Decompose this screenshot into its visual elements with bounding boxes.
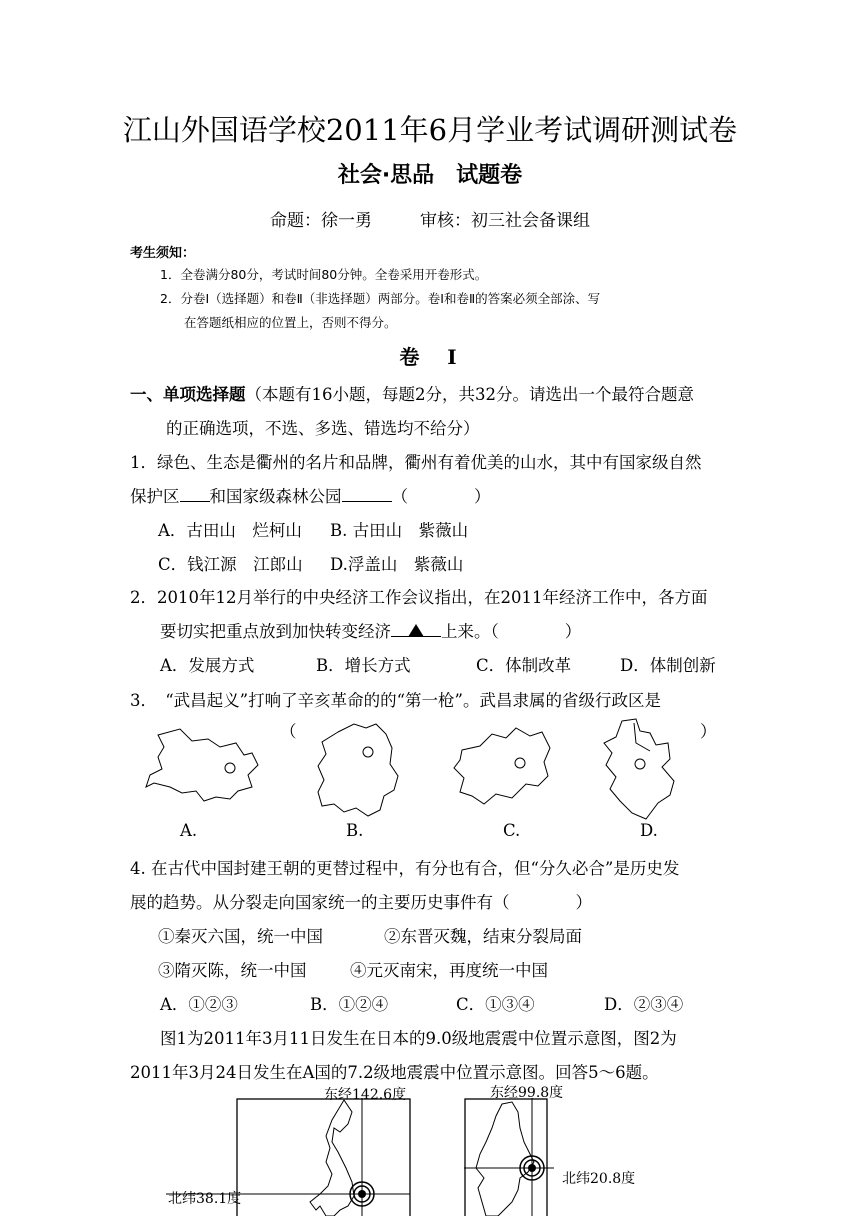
q4-option-b: B．①②④ (310, 995, 389, 1014)
q1-text: 保护区 (130, 487, 180, 506)
country-a-epicenter-map (464, 1098, 554, 1216)
q4-item-4: ④元灭南宋，再度统一中国 (350, 961, 548, 980)
answer-blank (180, 487, 210, 502)
q2-stem-line2 (160, 618, 581, 642)
q2-option-a: A．发展方式 (160, 656, 255, 675)
q4-option-c: C．①③④ (456, 995, 535, 1014)
q56-intro: 图1为2011年3月11日发生在日本的9.0级地震震中位置示意图，图2为 (160, 1029, 677, 1048)
notice-item: 1．全卷满分80分，考试时间80分钟。全卷采用开卷形式。 (160, 267, 488, 282)
notice-item: 2．分卷Ⅰ（选择题）和卷Ⅱ（非选择题）两部分。卷Ⅰ和卷Ⅱ的答案必须全部涂、写 (160, 291, 601, 306)
author: 命题：徐一勇 (270, 211, 372, 231)
exam-subtitle: 社会·思品 试题卷 (337, 163, 523, 188)
q3-label-d: D. (640, 821, 658, 840)
part-instructions: 的正确选项，不选、多选、错选均不给分） (166, 419, 480, 438)
section-label: 卷 Ⅰ (399, 345, 461, 369)
q1-stem-line2 (130, 483, 491, 507)
q3-stem: 3． “武昌起义”打响了辛亥革命的的“第一枪”。武昌隶属的省级行政区是 (130, 691, 661, 710)
q1-option-d: D.浮盖山 紫薇山 (330, 555, 464, 574)
q4-item-3: ③隋灭陈，统一中国 (158, 961, 307, 980)
q3-label-c: C. (503, 821, 521, 840)
fig1-longitude-label: 东经142.6度 (324, 1087, 407, 1103)
answer-blank (391, 622, 441, 637)
q4-option-a: A．①②③ (160, 995, 238, 1014)
part-heading-line (130, 381, 694, 405)
fig2-longitude-label: 东经99.8度 (490, 1085, 564, 1101)
province-map-c (450, 722, 560, 812)
notice-item: 在答题纸相应的位置上，否则不得分。 (184, 315, 397, 330)
q4-item-1: ①秦灭六国，统一中国 (158, 927, 323, 946)
q2-stem: 2．2010年12月举行的中央经济工作会议指出，在2011年经济工作中，各方面 (130, 588, 708, 607)
q1-stem: 1．绿色、生态是衢州的名片和品牌，衢州有着优美的山水，其中有国家级自然 (130, 453, 702, 472)
answer-blank (342, 487, 392, 502)
q3-label-b: B. (346, 821, 364, 840)
author-line (0, 206, 860, 231)
fig1-latitude-label: 北纬38.1度 (168, 1191, 242, 1207)
q56-intro-line2: 2011年3月24日发生在A国的7.2级地震震中位置示意图。回答5～6题。 (130, 1063, 659, 1082)
q1-option-b: B. 古田山 紫薇山 (330, 521, 469, 540)
q1-text: 和国家级森林公园 (209, 487, 342, 506)
fig2-latitude-label: 北纬20.8度 (562, 1171, 636, 1187)
q2-option-c: C．体制改革 (476, 656, 572, 675)
q4-item-2: ②东晋灭魏，结束分裂局面 (384, 927, 582, 946)
province-map-b (310, 720, 410, 820)
province-map-a (140, 725, 270, 805)
q1-option-a: A．古田山 烂柯山 (158, 521, 302, 540)
q4-option-d: D．②③④ (604, 995, 684, 1014)
q2-text: 上来。（ ） (441, 622, 582, 641)
q2-option-b: B．增长方式 (316, 656, 411, 675)
part-heading: 一、单项选择题 (130, 385, 246, 404)
q2-text: 要切实把重点放到加快转变经济 (160, 622, 391, 641)
q2-option-d: D．体制创新 (620, 656, 716, 675)
triangle-icon (408, 624, 424, 637)
exam-title: 江山外国语学校2011年6月学业考试调研测试卷 (122, 113, 738, 147)
part-instructions: （本题有16小题，每题2分，共32分。请选出一个最符合题意 (245, 385, 694, 404)
q3-paren-open: （ (280, 722, 297, 741)
reviewer: 审核：初三社会备课组 (420, 211, 590, 231)
province-map-d (596, 715, 686, 825)
notice-heading: 考生须知： (130, 246, 196, 261)
q3-label-a: A. (180, 821, 198, 840)
japan-epicenter-map (236, 1098, 416, 1216)
q3-paren-close: ） (700, 722, 717, 741)
q1-option-c: C．钱江源 江郎山 (158, 555, 303, 574)
q1-answer-paren: （ ） (391, 487, 491, 506)
q4-stem-line2: 展的趋势。从分裂走向国家统一的主要历史事件有（ ） (130, 893, 592, 912)
q4-stem: 4. 在古代中国封建王朝的更替过程中，有分也有合，但“分久必合”是历史发 (130, 859, 680, 878)
